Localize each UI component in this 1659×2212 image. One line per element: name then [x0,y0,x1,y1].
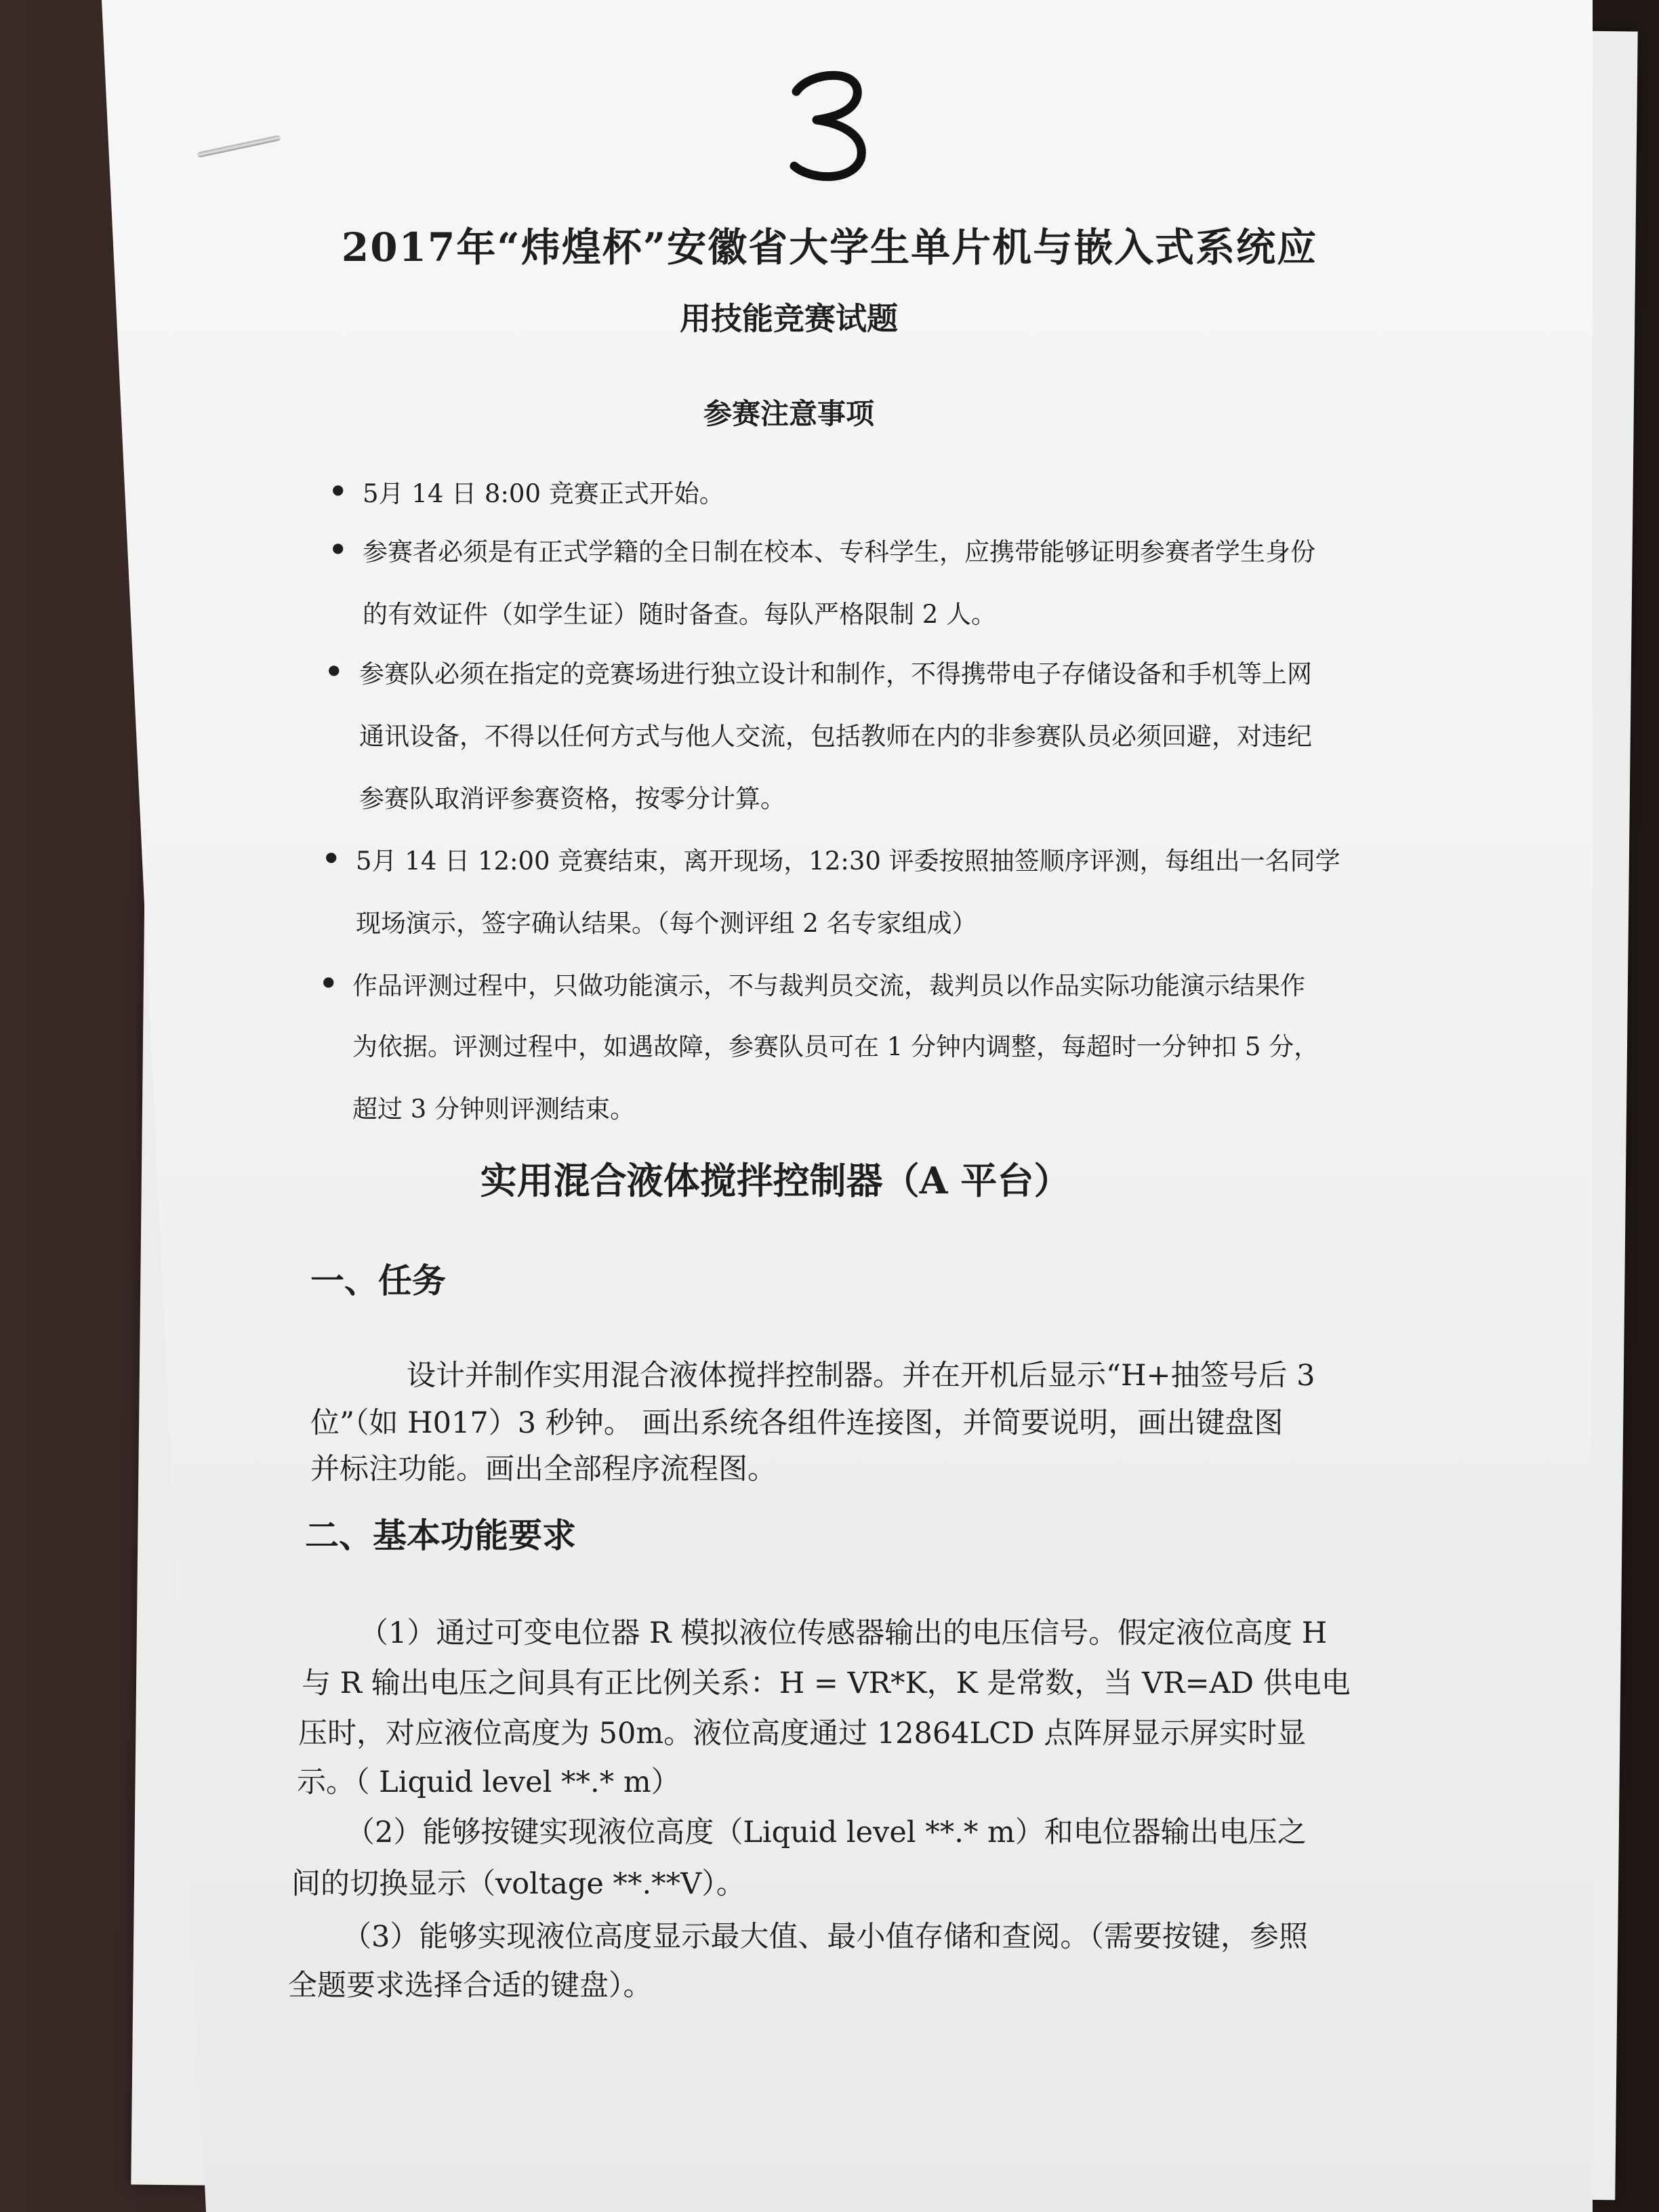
bullet-icon: ● [328,661,340,678]
requirement-line: （2）能够按键实现液位高度（Liquid level **.* m）和电位器输出电压之 [346,1816,1307,1849]
section-heading-requirements: 二、基本功能要求 [305,1515,576,1555]
notice-line: 超过 3 分钟则评测结束。 [352,1094,636,1124]
exam-title: 2017年“炜煌杯”安徽省大学生单片机与嵌入式系统应 [341,224,1318,270]
notice-line: 通讯设备，不得以任何方式与他人交流，包括教师在内的非参赛队员必须回避，对违纪 [359,722,1312,751]
requirement-line: 间的切换显示（voltage **.**V）。 [291,1867,745,1901]
notice-line: 参赛队必须在指定的竞赛场进行独立设计和制作，不得携带电子存储设备和手机等上网 [359,659,1312,689]
notice-line: 5月 14 日 8:00 竞赛正式开始。 [363,479,724,508]
task-line: 并标注功能。画出全部程序流程图。 [310,1452,777,1486]
project-title: 实用混合液体搅拌控制器（A 平台） [480,1159,1071,1202]
bullet-icon: ● [323,973,335,989]
requirement-line: 与 R 输出电压之间具有正比例关系：H = VR*K，K 是常数，当 VR=AD 供电电 [302,1666,1351,1700]
bullet-icon: ● [325,848,337,865]
task-line: 设计并制作实用混合液体搅拌控制器。并在开机后显示“H+抽签号后 3 [407,1359,1315,1393]
notice-line: 现场演示，签字确认结果。（每个测评组 2 名专家组成） [356,909,977,938]
notice-line: 为依据。评测过程中，如遇故障，参赛队员可在 1 分钟内调整，每超时一分钟扣 5 分， [352,1032,1319,1061]
requirement-line: （3）能够实现液位高度显示最大值、最小值存储和查阅。（需要按键，参照 [342,1920,1308,1954]
handwritten-number-mark [786,64,874,183]
requirement-line: 全题要求选择合适的键盘）。 [288,1969,653,2003]
notice-line: 作品评测过程中，只做功能演示，不与裁判员交流，裁判员以作品实际功能演示结果作 [352,971,1305,1000]
section-heading-task: 一、任务 [310,1261,446,1300]
requirement-line: （1）通过可变电位器 R 模拟液位传感器输出的电压信号。假定液位高度 H [359,1616,1328,1650]
requirement-line: 示。（ Liquid level **.* m） [297,1765,680,1799]
notice-line: 的有效证件（如学生证）随时备查。每队严格限制 2 人。 [363,600,997,629]
task-line: 位”（如 H017）3 秒钟。 画出系统各组件连接图，并简要说明，画出键盘图 [310,1406,1284,1440]
notice-line: 参赛队取消评参赛资格，按零分计算。 [359,784,785,813]
notice-heading: 参赛注意事项 [703,397,874,430]
exam-title-continued: 用技能竞赛试题 [680,300,898,337]
notice-line: 5月 14 日 12:00 竞赛结束，离开现场，12:30 评委按照抽签顺序评测，每组出一名同学 [356,846,1340,876]
requirement-line: 压时，对应液位高度为 50m。液位高度通过 12864LCD 点阵屏显示屏实时显 [298,1717,1307,1750]
bullet-icon: ● [332,481,344,497]
bullet-icon: ● [332,539,344,556]
notice-line: 参赛者必须是有正式学籍的全日制在校本、专科学生，应携带能够证明参赛者学生身份 [363,537,1315,567]
